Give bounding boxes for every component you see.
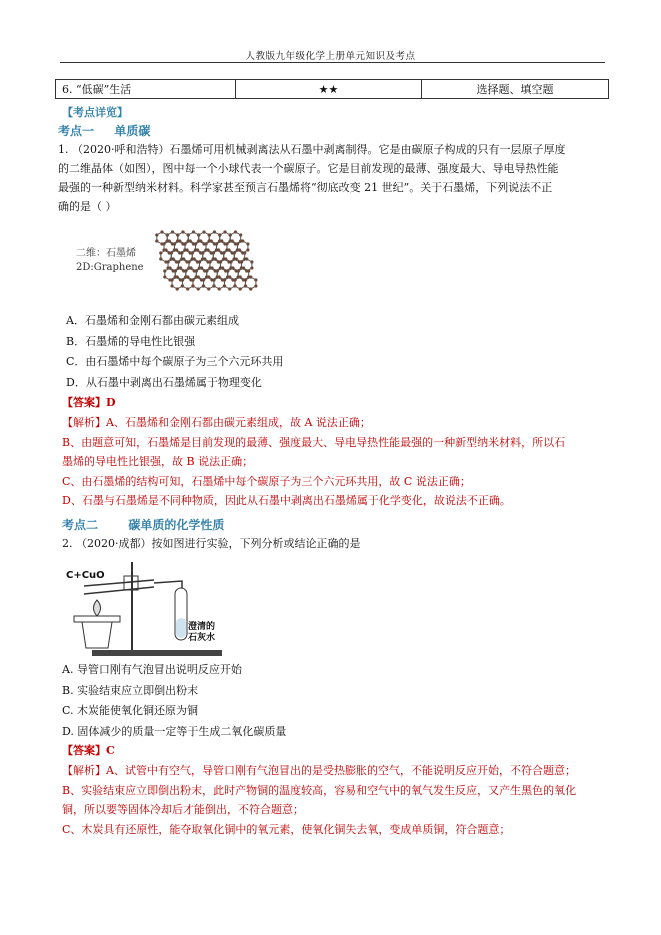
carbon-atom [239,287,242,290]
carbon-atom [228,275,231,278]
carbon-atom [181,284,184,287]
carbon-atom [171,230,174,233]
carbon-atom [183,242,186,245]
carbon-atom [199,239,202,242]
carbon-atom [217,248,220,251]
q2-option-d: D. 固体减少的质量一定等于生成二氧化碳质量 [62,724,287,738]
graphene-caption-cn: 二维：石墨烯 [76,248,136,259]
section-2-heading [62,516,224,533]
limewater-label-line: 澄清的 [188,622,216,632]
carbon-atom [207,275,210,278]
carbon-atom [213,230,216,233]
graphene-ring [235,277,245,289]
carbon-atom [170,284,173,287]
carbon-atom [239,275,242,278]
carbon-atom [246,248,249,251]
carbon-atom [227,248,230,251]
carbon-atom [206,248,209,251]
carbon-atom [162,242,165,245]
carbon-atom [254,278,257,281]
carbon-atom [246,242,249,245]
topic-table [55,79,609,99]
apparatus-label: C+CuO [66,570,105,581]
carbon-atom [242,266,245,269]
q1-stem-line: 确的是（ ） [58,200,117,213]
carbon-atom [208,233,211,236]
carbon-atom [172,257,175,260]
q1-stem [58,140,618,216]
carbon-atom [181,230,184,233]
section-2-title: 碳单质的化学性质 [128,518,225,532]
carbon-atom [229,260,232,263]
carbon-atom [223,284,226,287]
carbon-atom [202,230,205,233]
carbon-atom [250,266,253,269]
carbon-atom [163,275,166,278]
carbon-atom [225,242,228,245]
carbon-atom [238,248,241,251]
q1-stem-line: 的二维晶体（如图），图中每一个小球代表一个碳原子。它是目前发现的最薄、强度最大、导电导热性能 [58,162,559,175]
q1-option-a: A．石墨烯和金刚石都由碳元素组成 [66,314,239,327]
carbon-atom [221,266,224,269]
carbon-atom [218,275,221,278]
carbon-atom [174,269,177,272]
graphene-caption-en: 2D:Graphene [76,262,144,273]
carbon-atom [254,284,257,287]
graphene-ring [161,250,171,262]
carbon-atom [203,257,206,260]
carbon-atom [205,269,208,272]
q2-analysis-line: C、木炭具有还原性，能夺取氧化铜中的氧元素，使氧化铜失去氧，变成单质铜，符合题意； [62,822,511,836]
carbon-atom [179,266,182,269]
q1-option-b: B．石墨烯的导电性比银强 [66,334,196,348]
graphene-lattice-figure [150,228,270,306]
carbon-atom [185,248,188,251]
section-2-label: 考点二 [62,518,99,532]
carbon-atom [186,275,189,278]
carbon-atom [210,266,213,269]
carbon-atom [243,251,246,254]
graphene-ring [225,277,235,289]
table-cell-item: 6. “低碳”生活 [56,80,236,99]
carbon-atom [223,278,226,281]
q2-stem: 2. （2020·成都）按如图进行实验，下列分析或结论正确的是 [62,537,361,550]
carbon-atom [234,230,237,233]
q1-analysis-line: D、石墨与石墨烯是不同种物质，因此从石墨中剥离出石墨烯属于化学变化，故说法不正确。 [62,494,511,507]
q2-analysis-line: 【解析】A、试管中有空气，导管口刚有气泡冒出的是受热膨胀的空气，不能说明反应开始，不符合题意； [62,764,576,777]
carbon-atom [214,257,217,260]
carbon-atom [231,266,234,269]
carbon-atom [239,233,242,236]
carbon-atom [223,230,226,233]
carbon-atom [244,278,247,281]
carbon-atom [155,239,158,242]
q1-option-c: C．由石墨烯中每个碳原子为三个六元环共用 [66,355,284,368]
q1-analysis-line: 【解析】A、石墨烯和金刚石都由碳元素组成，故 A 说法正确； [62,416,371,429]
carbon-atom [236,242,239,245]
table-cell-type: 选择题、填空题 [422,80,609,99]
q1-analysis-line: B、由题意可知，石墨烯是目前发现的最薄、强度最大、导电导热性能最强的一种新型纳米材料，所以石 [62,435,566,449]
detail-tag: 【考点详览】 [62,106,128,119]
carbon-atom [215,242,218,245]
table-cell-stars: ★★ [236,80,422,99]
apparatus-figure [62,560,237,660]
carbon-atom [222,251,225,254]
q2-analysis-line: B、实验结束应立即倒出粉末，此时产物铜的温度较高，容易和空气中的氧气发生反应，又产生黑色的氧化 [62,783,577,797]
carbon-atom [189,266,192,269]
carbon-atom [176,233,179,236]
carbon-atom [164,248,167,251]
carbon-atom [163,269,166,272]
carbon-atom [201,251,204,254]
carbon-atom [233,284,236,287]
carbon-atom [187,233,190,236]
carbon-atom [229,233,232,236]
table-row [56,80,609,99]
q1-option-d: D．从石墨中剥离出石墨烯属于物理变化 [66,375,262,389]
carbon-atom [210,239,213,242]
carbon-atom [216,269,219,272]
carbon-atom [159,257,162,260]
carbon-atom [224,257,227,260]
carbon-atom [228,287,231,290]
graphene-ring [183,277,193,289]
carbon-atom [168,266,171,269]
carbon-atom [181,278,184,281]
carbon-atom [178,239,181,242]
graphene-ring [165,268,175,280]
q2-option-b: B. 实验结束应立即倒出粉末 [62,683,199,697]
carbon-atom [170,278,173,281]
carbon-atom [197,287,200,290]
q2-answer: 【答案】C [62,744,115,757]
carbon-atom [197,233,200,236]
carbon-atom [176,275,179,278]
carbon-atom [175,248,178,251]
carbon-atom [192,230,195,233]
carbon-atom [196,248,199,251]
carbon-atom [166,233,169,236]
carbon-atom [235,257,238,260]
q2-analysis [62,761,622,839]
carbon-atom [233,278,236,281]
q1-options [66,312,283,394]
graphene-ring [172,277,182,289]
carbon-atom [249,275,252,278]
carbon-atom [160,230,163,233]
carbon-atom [212,251,215,254]
carbon-atom [180,251,183,254]
carbon-atom [244,284,247,287]
carbon-atom [187,260,190,263]
carbon-atom [240,260,243,263]
carbon-atom [218,287,221,290]
carbon-atom [249,287,252,290]
carbon-atom [170,251,173,254]
carbon-atom [197,275,200,278]
carbon-atom [186,287,189,290]
carbon-atom [250,260,253,263]
q1-answer: 【答案】D [62,396,116,409]
carbon-atom [193,257,196,260]
carbon-atom [204,242,207,245]
graphene-ring [157,232,167,244]
q1-stem-line: 1. （2020·呼和浩特）石墨烯可用机械剥离法从石墨中剥离制得。它是由碳原子构成的只有一层原子厚度 [58,143,566,156]
q2-option-c: C. 木炭能使氧化铜还原为铜 [62,704,199,717]
carbon-atom [191,251,194,254]
graphene-ring [214,277,224,289]
carbon-atom [155,233,158,236]
graphene-ring [193,277,203,289]
carbon-atom [241,239,244,242]
section-1-heading [58,122,150,139]
carbon-atom [191,284,194,287]
carbon-atom [212,278,215,281]
carbon-atom [233,251,236,254]
q1-stem-line: 最强的一种新型纳米材料。科学家甚至预言石墨烯将“彻底改变 21 世纪”。关于石墨烯，下列说法不正 [58,181,553,194]
q1-analysis-line: C、由石墨烯的结构可知，石墨烯中每个碳原子为三个六元环共用，故 C 说法正确； [62,474,471,488]
carbon-atom [184,269,187,272]
q2-analysis-line: 铜，所以要等固体冷却后才能倒出，不符合题意； [62,803,304,816]
carbon-atom [159,251,162,254]
carbon-atom [176,287,179,290]
carbon-atom [218,233,221,236]
carbon-atom [198,260,201,263]
header-divider [60,62,605,63]
carbon-atom [195,269,198,272]
page-header-title: 人教版九年级化学上册单元知识及考点 [245,51,416,62]
q1-analysis [62,413,622,511]
carbon-atom [226,269,229,272]
carbon-atom [207,287,210,290]
carbon-atom [220,239,223,242]
carbon-atom [182,257,185,260]
graphene-ring [204,277,214,289]
carbon-atom [237,269,240,272]
q1-analysis-line: 墨烯的导电性比银强，故 B 说法正确； [62,455,254,468]
carbon-atom [173,242,176,245]
section-1-label: 考点一 [58,124,95,138]
carbon-atom [208,260,211,263]
carbon-atom [202,278,205,281]
carbon-atom [200,266,203,269]
q2-option-a: A. 导管口刚有气泡冒出说明反应开始 [62,663,242,676]
carbon-atom [202,284,205,287]
carbon-atom [194,242,197,245]
carbon-atom [231,239,234,242]
graphene-ring [246,277,256,289]
carbon-atom [166,260,169,263]
carbon-atom [247,269,250,272]
carbon-atom [191,278,194,281]
limewater-label-line: 石灰水 [188,633,216,643]
carbon-atom [168,239,171,242]
carbon-atom [219,260,222,263]
carbon-atom [189,239,192,242]
carbon-atom [212,284,215,287]
carbon-atom [245,257,248,260]
carbon-atom [177,260,180,263]
limewater-label [188,622,215,644]
q2-options [62,661,286,743]
section-1-title: 单质碳 [114,124,151,138]
